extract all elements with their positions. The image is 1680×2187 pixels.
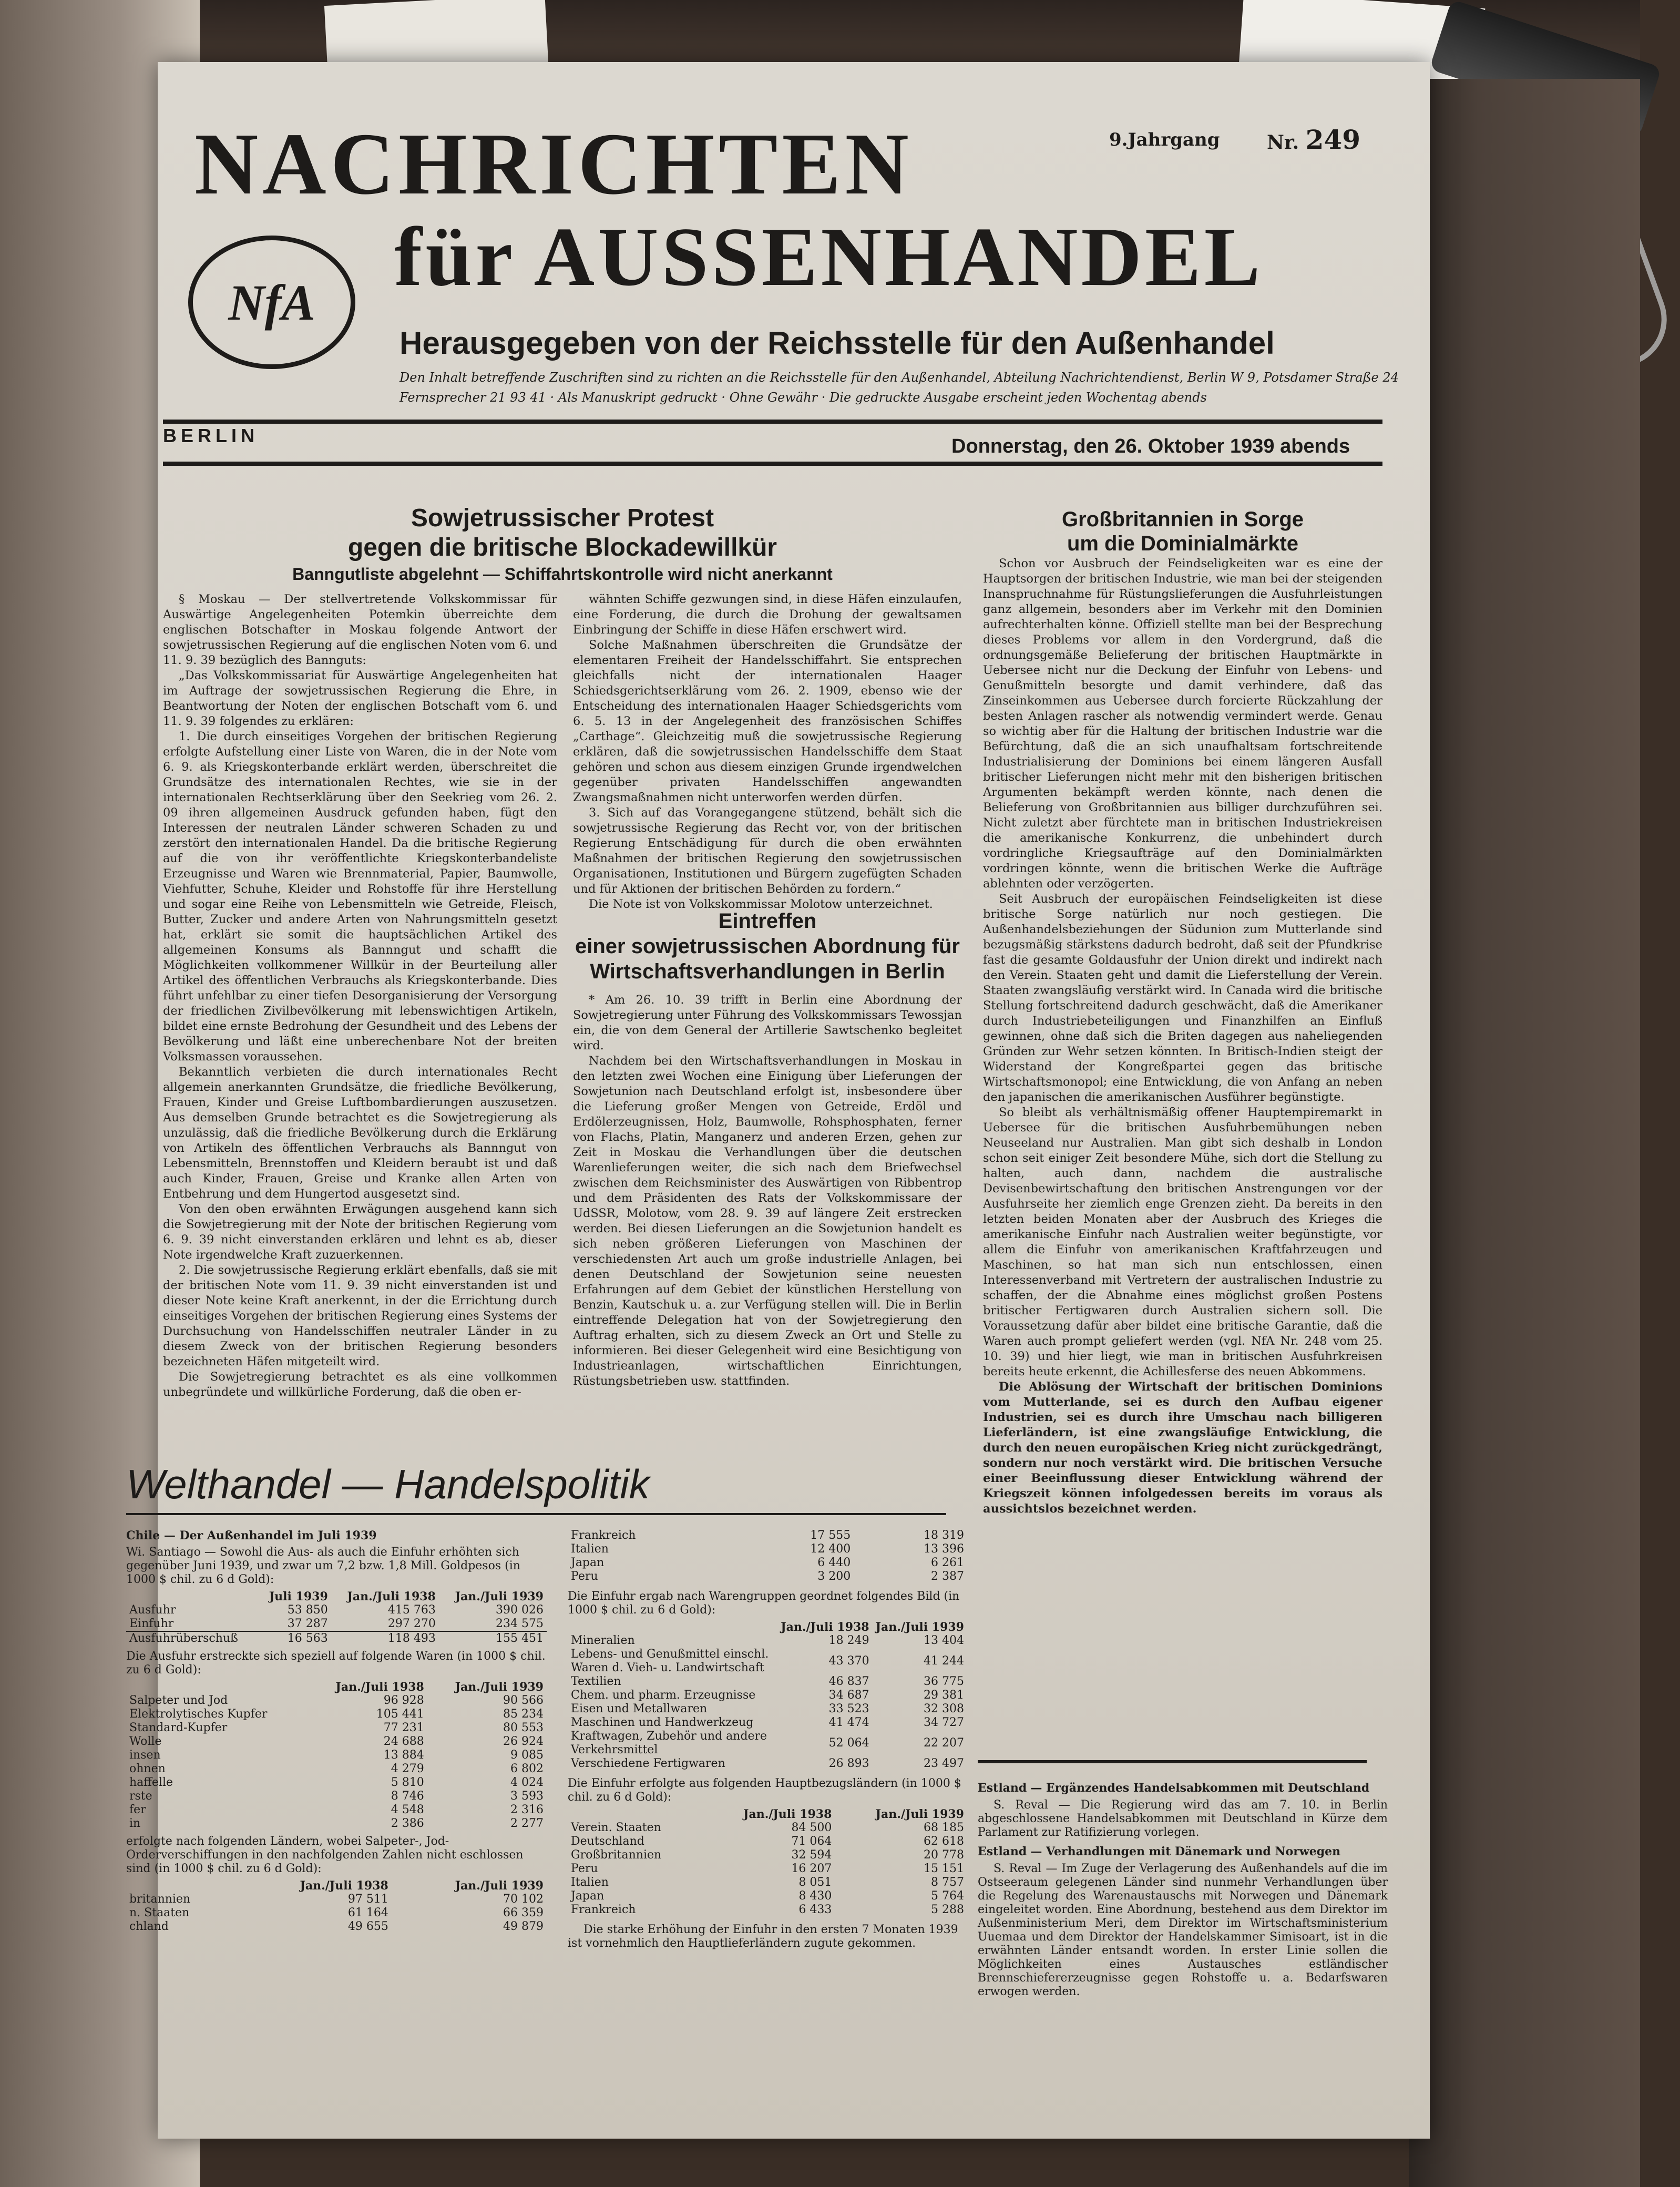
table-cell: 13 884 (383, 1749, 424, 1762)
table-cell: 4 548 (391, 1803, 424, 1816)
estland-paragraph-2: S. Reval — Im Zuge der Verlagerung des Außenhandels auf die im Ostseeraum gelegenen Länder sind nunmehr Verhandlungen über die Regelung des Warenaustauschs mit Norwegen und Dänemark eingeleitet worden. Eine Abordnung, bestehend aus dem Direktor im Außenministerium Meri, dem Direktor im Wirtschaftsministerium Uuemaa und dem Direktor der Handelskammer Simisoart, ist in die erwähnten Länder entsandt worden. In erster Linie sollen die Möglichkeiten eines Austausches estländischer Brennschiefererzeugnisse gegen Rohstoffe u. a. Bedarfswaren erwogen werden. (978, 1862, 1388, 1998)
table-cell: Einfuhr (129, 1617, 174, 1630)
table-cell: 34 727 (924, 1716, 964, 1729)
issue-number (1267, 124, 1360, 155)
table-cell: 33 523 (828, 1702, 869, 1715)
desk-background-right (1409, 79, 1640, 2187)
table-cell: 4 024 (510, 1776, 544, 1789)
table-cell: Elektrolytisches Kupfer (129, 1708, 268, 1721)
table-cell: 41 474 (828, 1716, 869, 1729)
lead-headline-1: Sowjetrussischer Protest (411, 504, 714, 532)
paragraph: Nachdem bei den Wirtschaftsverhandlungen in Moskau in den letzten zwei Wochen eine Einigung über Lieferungen der Sowjetunion nach Deutschland erfolgt ist, insbesondere über die Lieferung großer Mengen von Getreide, Erdöl und Erdölerzeugnissen, Holz, Baumwolle, Rohsphosphaten, ferner von Flachs, Platin, Manganerz und anderen Erzen, gehen zur Zeit in Moskau die Verhandlungen über die deutschen Warenlieferungen weiter, die sich nach dem Briefwechsel zwischen dem Reichsminister des Auswärtigen von Ribbentrop und dem Präsidenten des Rats der Volkskommissare der UdSSR, Molotow, vom 28. 9. 39 auf längere Zeit erstrecken werden. Bei diesen Lieferungen an die Sowjetunion handelt es sich neben größeren Lieferungen von Maschinen der verschiedensten Art auch um große industrielle Anlagen, bei denen Deutschland der Sowjetunion seine neuesten Erfahrungen auf dem Gebiet der künstlichen Herstellung von Benzin, Kautschuk u. a. zur Verfügung stellen will. Die in Berlin eintreffende Delegation hat von der Sowjetregierung den Auftrag erhalten, sich zu diesem Zweck an Ort und Stelle zu informieren. Bei dieser Gelegenheit wird eine Besichtigung von Industrieanlagen, wirtschaftlichen Einrichtungen, Rüstungsbetrieben usw. stattfinden. (573, 1054, 962, 1388)
publisher-note-1: Den Inhalt betreffende Zuschriften sind zu richten an die Reichsstelle für den Außenhandel, Abteilung Nachrichtendienst, Berlin W 9, Potsdamer Straße 24 (399, 370, 1399, 385)
table-cell: 32 594 (791, 1848, 832, 1862)
table-header (126, 1680, 308, 1694)
gb-article (983, 556, 1382, 1734)
table-row (568, 1876, 967, 1889)
table-cell: chland (129, 1920, 169, 1933)
table-cell: Wolle (129, 1735, 162, 1748)
chile-table-export-goods (126, 1680, 547, 1831)
chile-import-countries-intro: Die Einfuhr erfolgte aus folgenden Hauptbezugsländern (in 1000 $ chil. zu 6 d Gold): (568, 1777, 961, 1804)
table-row (568, 1702, 967, 1716)
paragraph: 1. Die durch einseitiges Vorgehen der britischen Regierung erfolgte Aufstellung einer Liste von Waren, die in der Note vom 6. 9. als Kriegskonterbande erklärt werden, überschreitet die Grundsätze des internationalen Rechtes, wie sie in der internationalen Rechtserklärung über den Seekrieg vom 26. 2. 09 ihren allgemeinen Ausdruck gefunden haben, fügt den Interessen der neutralen Länder schweren Schaden zu und zerstört den internationalen Handel. Da die britische Regierung auf die von ihr veröffentlichte Kriegskonterbandeliste Erzeugnisse und Waren wie Brennmaterial, Papier, Baumwolle, Viehfutter, Schuhe, Kleider und Rohstoffe für ihre Herstellung und sogar eine Reihe von Lebensmitteln wie Getreide, Fleisch, Butter, Zucker und andere Arten von Nahrungsmitteln gesetzt hat, erklärt sie somit die hauptsächlichen Artikel des allgemeinen Konsums als Bannngut und schafft die Möglichkeiten vollkommener Willkür in der Beurteilung aller Artikel des öffentlichen Verbrauchs als Kriegskonterbande. Dies führt unfehlbar zu einer tiefen Desorganisierung der Versorgung der friedlichen Zivilbevölkerung mit lebenswichtigen Artikeln, bildet eine ernste Bedrohung der Gesundheit und des Lebens der Bevölkerung und läßt eine unberechenbare Not der breiten Volksmassen voraussehen. (163, 730, 557, 1064)
table-cell: 6 261 (931, 1556, 964, 1569)
paragraph: Die Ablösung der Wirtschaft der britischen Dominions vom Mutterlande, sei es durch den Aufbau eigener Industrien, sei es durch ihre Umschau nach billigeren Lieferländern, ist eine zwangsläufige Entwicklung, die durch den neuen europäischen Krieg nicht zurückgedrängt, sondern nur noch verstärkt wird. Die britischen Versuche einer Beeinflussung dieser Entwicklung während der Kriegszeit können infolgedessen bereits im voraus als aussichtslos bezeichnet werden. (983, 1380, 1382, 1516)
table-cell: 2 387 (931, 1570, 964, 1583)
table-row (568, 1835, 967, 1848)
table-cell: 18 249 (828, 1634, 869, 1647)
table-row (568, 1556, 967, 1570)
table-cell: 77 231 (383, 1721, 424, 1734)
table-cell: 8 757 (931, 1876, 964, 1889)
table-header: Jan./Juli 1939 (455, 1680, 544, 1694)
table-cell: 9 085 (510, 1749, 544, 1762)
table-cell: 13 396 (924, 1542, 964, 1556)
table-row (568, 1757, 967, 1771)
table-cell: 52 064 (828, 1736, 869, 1750)
estland-heading-2 (978, 1845, 1388, 1859)
chile-table-export-countries-cont (568, 1529, 967, 1583)
table-row (568, 1889, 967, 1903)
publisher-note-2: Fernsprecher 21 93 41 · Als Manuskript gedruckt · Ohne Gewähr · Die gedruckte Ausgabe erscheint jeden Wochentag abends (399, 390, 1207, 405)
table-cell: Salpeter und Jod (129, 1694, 228, 1707)
table-cell: 32 308 (924, 1702, 964, 1715)
masthead-rule (163, 462, 1382, 466)
table-cell: 41 244 (924, 1654, 964, 1668)
chile-closing: Die starke Erhöhung der Einfuhr in den ersten 7 Monaten 1939 ist vornehmlich den Hauptlieferländern zugute gekommen. (568, 1923, 958, 1950)
table-row (126, 1603, 547, 1617)
table-header: Jan./Juli 1939 (875, 1807, 964, 1821)
table-cell: 8 051 (798, 1876, 832, 1889)
table-row (126, 1776, 547, 1790)
table-row (126, 1694, 547, 1708)
issue-number-value: 249 (1305, 124, 1361, 155)
masthead-rule (163, 420, 1382, 424)
section-rule (126, 1513, 946, 1515)
table-cell: 96 928 (383, 1694, 424, 1707)
paragraph: 2. Die sowjetrussische Regierung erklärt ebenfalls, daß sie mit der britischen Note vom 11. 9. 39 nicht einverstanden ist und dieser Note keine Kraft anerkennt, in der die Errichtung durch einseitiges Vorgehen der britischen Regierung eines Systems der Durchsuchung von Handelsschiffen neutraler Länder in zu diesem Zweck von der britischen Regierung besonders bezeichneten Häfen mitgeteilt wird. (163, 1263, 557, 1368)
table-cell: Peru (571, 1570, 598, 1583)
gb-headline-2: um die Dominialmärkte (1067, 532, 1299, 555)
table-row (568, 1542, 967, 1556)
table-header (126, 1879, 237, 1893)
table-cell: Italien (571, 1876, 609, 1889)
table-row (568, 1716, 967, 1730)
paragraph: Die Note ist von Volkskommissar Molotow unterzeichnet. (589, 897, 933, 911)
table-row (126, 1817, 547, 1831)
table-cell: 29 381 (924, 1689, 964, 1702)
table-cell: ohnen (129, 1762, 166, 1775)
estland-country-2: Estland (978, 1845, 1027, 1858)
table-header: Jan./Juli 1939 (875, 1620, 964, 1634)
eintreffen-headline-2: einer sowjetrussischen Abordnung für (575, 935, 960, 958)
estland-heading-1 (978, 1781, 1388, 1795)
table-cell: 234 575 (496, 1617, 544, 1630)
table-cell: insen (129, 1749, 161, 1762)
table-cell: Chem. und pharm. Erzeugnisse (571, 1689, 756, 1702)
nfa-logo: NfA (188, 236, 355, 369)
place-label: BERLIN (163, 425, 259, 446)
table-row (126, 1920, 547, 1934)
table-cell: 49 655 (347, 1920, 388, 1933)
volume-label: 9.Jahrgang (1109, 129, 1220, 150)
chile-table-export-countries (126, 1879, 547, 1934)
table-row (568, 1689, 967, 1702)
table-cell: britannien (129, 1893, 191, 1906)
table-header: Jan./Juli 1939 (455, 1879, 544, 1893)
table-header: Juli 1939 (269, 1590, 328, 1603)
table-cell: Frankreich (571, 1903, 636, 1916)
table-cell: haffelle (129, 1776, 173, 1789)
table-cell: Eisen und Metallwaren (571, 1702, 708, 1715)
chile-table-import-countries (568, 1807, 967, 1917)
table-cell: 5 288 (931, 1903, 964, 1916)
table-cell: fer (129, 1803, 146, 1816)
table-header: Jan./Juli 1938 (300, 1879, 388, 1893)
table-row (126, 1631, 547, 1646)
table-row (126, 1617, 547, 1631)
paragraph: Schon vor Ausbruch der Feindseligkeiten war es eine der Hauptsorgen der britischen Industrie, wie man bei der steigenden Inanspruchnahme für Rüstungslieferungen die Ausfuhrleistungen ganz allgemein, besonders aber im Verkehr mit den Dominien aufrechterhalten könne. Offiziell stellte man bei der Besprechung dieses Problems vor allem in den Vordergrund, daß die ordnungsgemäße Belieferung der britischen Hauptmärkte in Uebersee nicht nur die Deckung der Einfuhr von Lebens- und Genußmitteln besorgte und damit verhindere, daß das Zinseinkommen aus Uebersee durch forcierte Rückzahlung der besten Anlagen rascher als notwendig vermindert werde. Genau so wichtig aber für die Haltung der britischen Industrie war die Befürchtung, daß die an sich unaufhaltsam fortschreitende Industrialisierung der Dominions bei einem längeren Ausfall britischer Lieferungen nicht mehr mit den bisherigen britischen Argumenten bekämpft werden könnte, nach denen die Belieferung von Großbritannien aus billiger durchzuführen sei. Nicht zuletzt aber fürchtete man in britischen Industriekreisen die amerikanische Konkurrenz, die unbehindert durch vordringliche Kriegsaufträge auf den Dominialmärkten vordringen könnte, wenn die britischen Werke die Aufträge ablehnten oder verzögerten. (983, 557, 1382, 891)
table-cell: 105 441 (376, 1708, 424, 1721)
table-row (126, 1906, 547, 1920)
table-row (126, 1735, 547, 1749)
chile-table-import-groups (568, 1620, 967, 1771)
table-cell: Kraftwagen, Zubehör und andere Verkehrsmittel (571, 1730, 767, 1756)
estland-country-1: Estland (978, 1781, 1027, 1795)
eintreffen-headline-1: Eintreffen (718, 909, 817, 933)
chile-heading: Chile — Der Außenhandel im Juli 1939 (126, 1529, 377, 1542)
table-cell: 8 430 (798, 1889, 832, 1903)
paragraph: wähnten Schiffe gezwungen sind, in diese Häfen einzulaufen, eine Forderung, die durch die Drohung der gewaltsamen Einbringung der Schiffe in diese Häfen erschwert wird. (573, 592, 962, 637)
table-cell: Verschiedene Fertigwaren (571, 1757, 725, 1770)
table-cell: Peru (571, 1862, 598, 1875)
table-cell: Ausfuhrüberschuß (129, 1632, 238, 1645)
table-row (568, 1675, 967, 1689)
table-cell: Verein. Staaten (571, 1821, 661, 1834)
table-cell: Deutschland (571, 1835, 644, 1848)
eintreffen-article (573, 993, 962, 1413)
table-row (126, 1803, 547, 1817)
table-row (126, 1893, 547, 1906)
table-row (568, 1634, 967, 1648)
table-header: Jan./Juli 1938 (743, 1807, 832, 1821)
table-cell: Textilien (571, 1675, 621, 1688)
table-cell: 84 500 (791, 1821, 832, 1834)
table-cell: n. Staaten (129, 1906, 190, 1919)
paragraph: „Das Volkskommissariat für Auswärtige Angelegenheiten hat im Auftrage der sowjetrussischen Regierung die Ehre, in Beantwortung der Noten der englischen Botschaft vom 6. und 11. 9. 39 folgendes zu erklären: (163, 669, 557, 728)
table-header: Jan./Juli 1939 (455, 1590, 544, 1603)
table-cell: Japan (571, 1889, 605, 1903)
table-cell: 16 563 (287, 1632, 328, 1645)
table-header (126, 1590, 257, 1603)
table-cell: 43 370 (828, 1654, 869, 1668)
table-row (568, 1821, 967, 1835)
lead-article-column-1 (163, 592, 557, 1428)
table-cell: in (129, 1817, 141, 1830)
table-cell: 26 924 (503, 1735, 544, 1748)
table-cell: 26 893 (828, 1757, 869, 1770)
table-row (568, 1848, 967, 1862)
chile-table-overview (126, 1590, 547, 1646)
table-cell: 8 746 (391, 1790, 424, 1803)
table-cell: rste (129, 1790, 152, 1803)
paragraph: Seit Ausbruch der europäischen Feindseligkeiten ist diese britische Sorge natürlich nur noch gestiegen. Die Außenhandelsbeziehungen der Südunion zum Mutterlande sind bezugsmäßig stärkstens dadurch bedroht, daß seit der Pfundkrise fast die gesamte Goldausfuhr der Union direkt und indirekt nach den Verein. Staaten geht und damit die Lieferstellung der Verein. Staaten zwangsläufig verstärkt wird. In Canada wird die britische Stellung fortschreitend dadurch geschwächt, daß die Amerikaner durch Industriebeteiligungen und Finanzhilfen an Einfluß gewinnen, ohne daß sich die Briten dagegen aus naheliegenden Gründen zur Wehr setzen könnten. In Britisch-Indien steigt der Widerstand der Kongreßpartei gegen das britische Wirtschaftsmonopol; eine Entwicklung, die von Anfang an neben den japanischen die amerikanischen Ausführer begünstigte. (983, 892, 1382, 1104)
table-row (568, 1648, 967, 1675)
chile-intro: Wi. Santiago — Sowohl die Aus- als auch die Einfuhr erhöhten sich gegenüber Juni 1939, und zwar um 7,2 bzw. 1,8 Mill. Goldpesos (in 1000 $ chil. zu 6 d Gold): (126, 1546, 520, 1586)
table-row (568, 1862, 967, 1876)
table-cell: 2 277 (510, 1817, 544, 1830)
table-cell: 118 493 (387, 1632, 436, 1645)
paragraph: § Moskau — Der stellvertretende Volkskommissar für Auswärtige Angelegenheiten Potemkin überreichte dem englischen Botschafter in Moskau folgende Antwort der sowjetrussischen Regierung auf die englischen Noten vom 6. und 11. 9. 39 bezüglich des Bannguts: (163, 592, 557, 667)
table-row (126, 1721, 547, 1735)
table-cell: 97 511 (347, 1893, 388, 1906)
table-cell: Maschinen und Handwerkzeug (571, 1716, 754, 1729)
chile-export-intro: Die Ausfuhr erstreckte sich speziell auf folgende Waren (in 1000 $ chil. zu 6 d Gold): (126, 1650, 546, 1677)
table-cell: 16 207 (791, 1862, 832, 1875)
table-row (568, 1730, 967, 1757)
table-row (568, 1529, 967, 1542)
table-cell: 6 433 (798, 1903, 832, 1916)
table-cell: 80 553 (503, 1721, 544, 1734)
table-row (568, 1570, 967, 1583)
paragraph: So bleibt als verhältnismäßig offener Hauptempiremarkt in Uebersee für die britischen Ausfuhrbemühungen neben Neuseeland nur Australien. Man gibt sich deshalb in London schon seit einiger Zeit besondere Mühe, sich dort die Stellung zu halten, auch dann, nachdem die australische Devisenbewirtschaftung den britischen Anstrengungen vor der Ausfuhrseite her ziemlich enge Grenzen zieht. Da bereits in den letzten beiden Monaten aber der Ausbruch des Krieges die amerikanische Einfuhr nach Australien weiter begünstigte, vor allem die Einfuhr von amerikanischen Kraftfahrzeugen und Maschinen, so hat man sich nun entschlossen, einen Interessenverband mit Vertretern der australischen Industrie zu schaffen, der die Abnahme eines möglichst großen Postens britischer Fertigwaren durch Australien sichern soll. Die Voraussetzung dafür aber bildet eine britische Garantie, daß die Waren auch prompt geliefert werden (vgl. NfA Nr. 248 vom 25. 10. 39) und hier liegt, wie man in britischen Ausfuhrkreisen bereits heute erkennt, die Achillesferse des neuen Abkommens. (983, 1106, 1382, 1378)
table-cell: 70 102 (503, 1893, 544, 1906)
table-cell: Italien (571, 1542, 609, 1556)
table-cell: 155 451 (496, 1632, 544, 1645)
table-cell: 23 497 (924, 1757, 964, 1770)
newspaper-page (126, 62, 1430, 2139)
table-cell: 49 879 (503, 1920, 544, 1933)
table-cell: 24 688 (383, 1735, 424, 1748)
table-cell: 34 687 (828, 1689, 869, 1702)
table-cell: 3 593 (510, 1790, 544, 1803)
table-cell: 53 850 (287, 1603, 328, 1617)
table-cell: 2 386 (391, 1817, 424, 1830)
table-row (126, 1762, 547, 1776)
table-cell: 36 775 (924, 1675, 964, 1688)
table-cell: Lebens- und Genußmittel einschl. Waren d. Vieh- u. Landwirtschaft (571, 1648, 769, 1674)
table-header (568, 1807, 703, 1821)
paragraph: Solche Maßnahmen überschreiten die Grundsätze der elementaren Freiheit der Handelsschiffahrt. Sie entsprechen gleichfalls nicht der internationalen Haager Schiedsgerichtserklärung vom 26. 2. 1909, ebenso wie der Entscheidung des internationalen Haager Schiedsgerichts vom 6. 5. 13 in der Angelegenheit des französischen Schiffes „Carthage“. Gleichzeitig muß die sowjetrussische Regierung erklären, daß die sowjetrussischen Handelsschiffe dem Staat gehören und schon aus diesem einzigen Grunde irgendwelchen gegenüber privaten Handelsschiffen angewandten Zwangsmaßnahmen nicht unterworfen werden dürfen. (573, 638, 962, 804)
table-cell: 13 404 (924, 1634, 964, 1647)
estland-title-2: — Verhandlungen mit Dänemark und Norwegen (1030, 1845, 1341, 1858)
chile-import-groups-intro: Die Einfuhr ergab nach Warengruppen geordnet folgendes Bild (in 1000 $ chil. zu 6 d Gold): (568, 1590, 960, 1617)
estland-block (978, 1781, 1388, 2002)
gb-headline-1: Großbritannien in Sorge (1061, 508, 1304, 531)
table-cell: 15 151 (924, 1862, 964, 1875)
paragraph: Die Sowjetregierung betrachtet es als eine vollkommen unbegründete und willkürliche Forderung, daß die oben er- (163, 1370, 557, 1399)
estland-paragraph-1: S. Reval — Die Regierung wird das am 7. 10. in Berlin abgeschlossene Handelsabkommen mit Deutschland in Kürze dem Parlament zur Ratifizierung vorlegen. (978, 1798, 1388, 1839)
estland-title-1: — Ergänzendes Handelsabkommen mit Deutschland (1030, 1781, 1370, 1795)
table-cell: 4 279 (391, 1762, 424, 1775)
table-row (568, 1903, 967, 1917)
eintreffen-headline-3: Wirtschaftsverhandlungen in Berlin (590, 960, 945, 983)
masthead-title-line1: NACHRICHTEN (194, 115, 913, 213)
lead-headline-2: gegen die britische Blockadewillkür (347, 534, 777, 561)
column-rule (978, 1760, 1367, 1763)
table-cell: Japan (571, 1556, 605, 1569)
dateline: Donnerstag, den 26. Oktober 1939 abends (951, 435, 1350, 457)
table-cell: 20 778 (924, 1848, 964, 1862)
table-cell: 71 064 (791, 1835, 832, 1848)
table-cell: Frankreich (571, 1529, 636, 1542)
table-cell: 297 270 (387, 1617, 436, 1630)
table-cell: 5 810 (391, 1776, 424, 1789)
table-header: Jan./Juli 1938 (335, 1680, 424, 1694)
table-cell: 85 234 (503, 1708, 544, 1721)
chile-export-countries-intro: erfolgte nach folgenden Ländern, wobei Salpeter-, Jod- Orderverschiffungen in den nachfolgenden Zahlen nicht eschlossen sind (in 1000 $ chil. zu 6 d Gold): (126, 1835, 524, 1875)
table-row (126, 1708, 547, 1721)
masthead-title-line2: für AUSSENHANDEL (394, 210, 1264, 303)
paragraph: Von den oben erwähnten Erwägungen ausgehend kann sich die Sowjetregierung mit der Note der britischen Regierung vom 6. 9. 39 nicht einverstanden erklären und lehnt es ab, dieser Note irgendwelche Kraft zuzuerkennen. (163, 1202, 557, 1262)
table-cell: 66 359 (503, 1906, 544, 1919)
section-title: Welthandel — Handelspolitik (126, 1461, 650, 1507)
table-cell: 22 207 (924, 1736, 964, 1750)
table-cell: 6 440 (817, 1556, 851, 1569)
table-cell: 46 837 (828, 1675, 869, 1688)
publisher-line: Herausgegeben von der Reichsstelle für den Außenhandel (399, 325, 1275, 361)
table-cell: 61 164 (347, 1906, 388, 1919)
table-cell: 5 764 (931, 1889, 964, 1903)
table-header: Jan./Juli 1938 (347, 1590, 436, 1603)
table-cell: Mineralien (571, 1634, 635, 1647)
table-cell: 90 566 (503, 1694, 544, 1707)
table-cell: 415 763 (387, 1603, 436, 1617)
table-cell: 3 200 (817, 1570, 851, 1583)
paragraph: Bekanntlich verbieten die durch internationales Recht allgemein anerkannten Grundsätze, die friedliche Bevölkerung, Frauen, Kinder und Greise Luftbombardierungen auszusetzen. Aus demselben Grunde betrachtet es die Sowjetregierung als unzulässig, daß die friedliche Bevölkerung durch die Erklärung von Artikeln des öffentlichen Verbrauchs als Bannngut von Lebensmitteln, Brennstoffen und Kleidern beraubt ist und daß auch Kinder, Frauen, Greise und Kranke allen Arten von Entbehrung und dem Hungertod ausgesetzt sind. (163, 1065, 557, 1201)
table-cell: 12 400 (810, 1542, 851, 1556)
table-cell: 6 802 (510, 1762, 544, 1775)
table-header: Jan./Juli 1938 (781, 1620, 869, 1634)
table-cell: 390 026 (496, 1603, 544, 1617)
lead-subheadline: Banngutliste abgelehnt — Schiffahrtskontrolle wird nicht anerkannt (292, 565, 833, 584)
lead-article-column-2 (573, 592, 962, 911)
table-cell: Großbritannien (571, 1848, 662, 1862)
table-cell: 68 185 (924, 1821, 964, 1834)
table-cell: 37 287 (287, 1617, 328, 1630)
table-cell: 62 618 (924, 1835, 964, 1848)
table-row (126, 1790, 547, 1803)
table-row (126, 1749, 547, 1762)
table-header (568, 1620, 777, 1634)
table-cell: 18 319 (924, 1529, 964, 1542)
chile-trade-block (126, 1529, 547, 1934)
table-cell: Ausfuhr (129, 1603, 176, 1617)
table-cell: Standard-Kupfer (129, 1721, 228, 1734)
table-cell: 17 555 (810, 1529, 851, 1542)
table-cell: 2 316 (510, 1803, 544, 1816)
paragraph: * Am 26. 10. 39 trifft in Berlin eine Abordnung der Sowjetregierung unter Führung des Volkskommissars Tewossjan ein, die von dem General der Artillerie Sawtschenko begleitet wird. (573, 993, 962, 1052)
paragraph: 3. Sich auf das Vorangegangene stützend, behält sich die sowjetrussische Regierung das Recht vor, von der britischen Regierung Entschädigung für durch die oben erwähnten Maßnahmen der britischen Regierung den sowjetrussischen Organisationen, Institutionen und Bürgern zugefügten Schaden und für Aktionen der britischen Behörden zu fordern.“ (573, 806, 962, 896)
chile-trade-continued (568, 1529, 967, 1954)
issue-number-label: Nr. (1267, 131, 1299, 154)
